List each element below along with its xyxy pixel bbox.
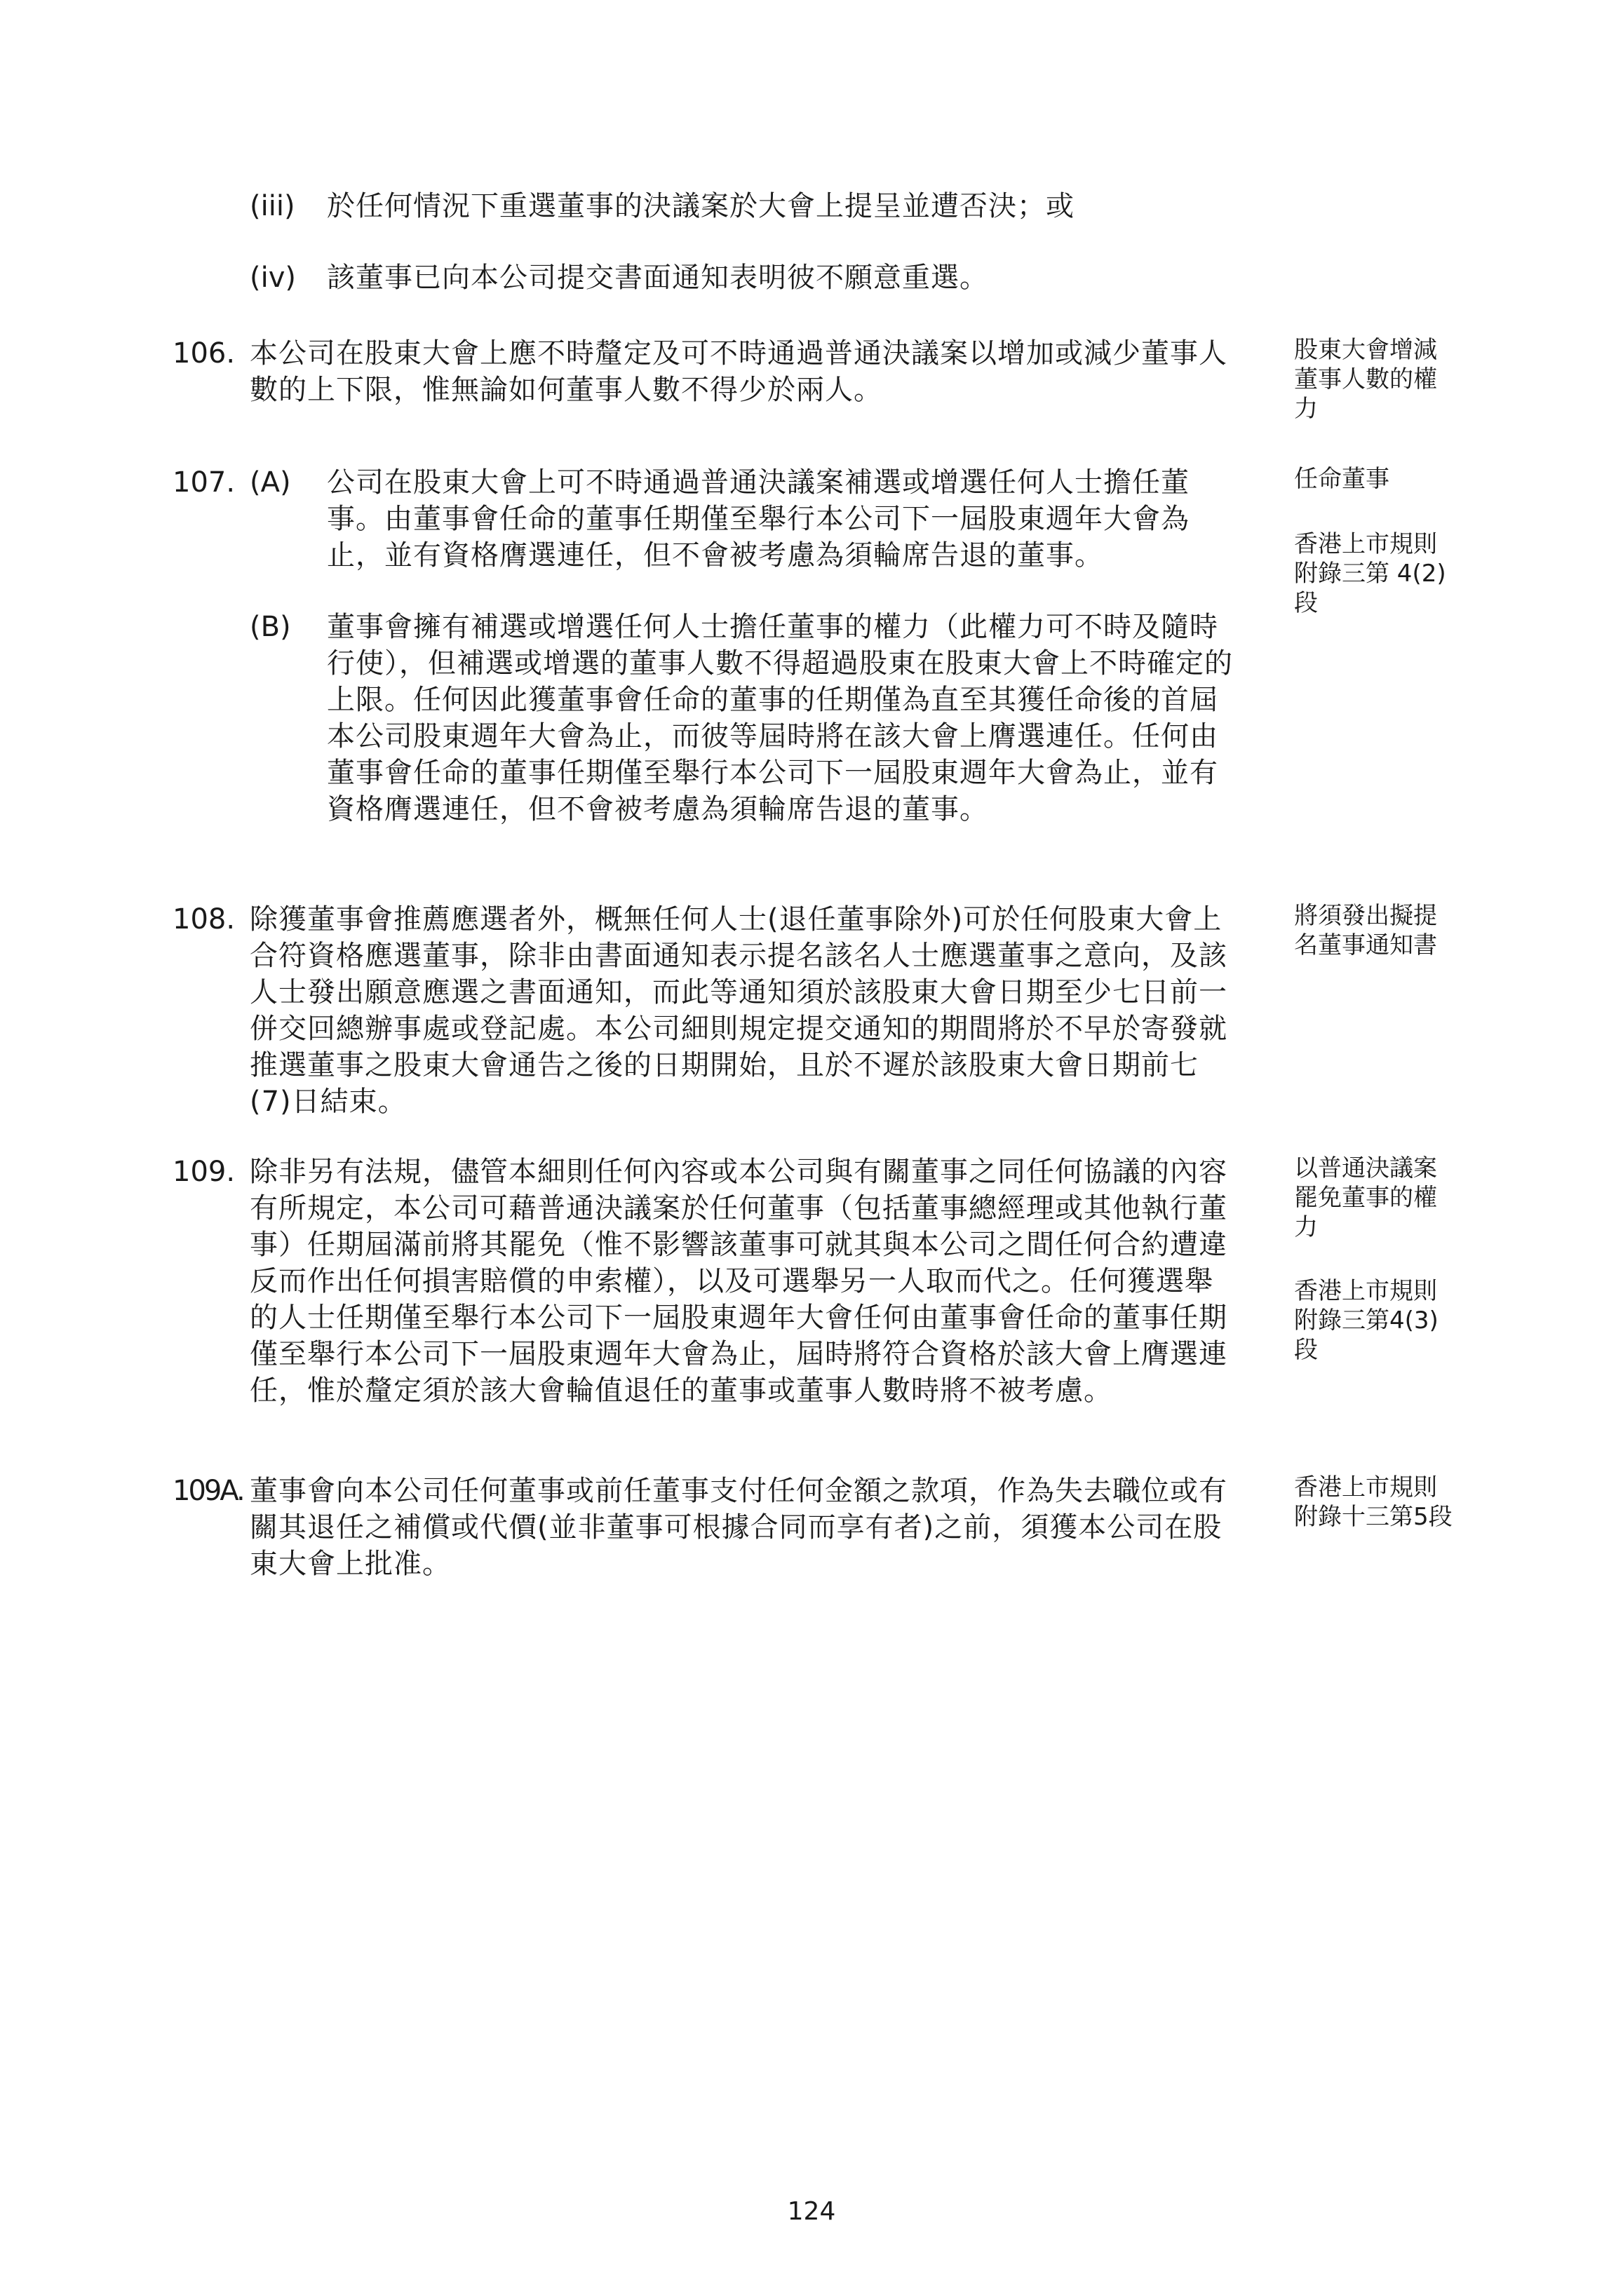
margin-note-reference: 香港上市規則附錄三第4(3)段 [1294, 1277, 1439, 1364]
article-text: 公司在股東大會上可不時通過普通決議案補選或增選任何人士擔任董事。由董事會任命的董事任期僅至舉行本公司下一屆股東週年大會為止，並有資格膺選連任，但不會被考慮為須輪席告退的董事。 [327, 466, 1190, 572]
article-number: 109. [173, 1156, 236, 1188]
article-text: 董事會擁有補選或增選任何人士擔任董事的權力（此權力可不時及隨時行使），但補選或增選的董事人數不得超過股東在股東大會上不時確定的上限。任何因此獲董事會任命的董事的任期僅為直至其獲任命後的首屆本公司股東週年大會為止，而彼等屆時將在該大會上膺選連任。任何由董事會任命的董事任期僅至舉行本公司下一屆股東週年大會為止，並有資格膺選連任，但不會被考慮為須輪席告退的董事。 [327, 611, 1233, 825]
article-number: 106. [173, 337, 236, 370]
margin-note: 以普通決議案罷免董事的權力 [1294, 1154, 1437, 1241]
item-label: (iii) [250, 190, 295, 222]
margin-note-reference: 香港上市規則附錄十三第5段 [1294, 1473, 1453, 1531]
article-text: 除非另有法規，儘管本細則任何內容或本公司與有關董事之同任何協議的內容有所規定，本公司可藉普通決議案於任何董事（包括董事總經理或其他執行董事）任期屆滿前將其罷免（惟不影響該董事可就其與本公司之間任何合約遭違反而作出任何損害賠償的申索權），以及可選舉另一人取而代之。任何獲選舉的人士任期僅至舉行本公司下一屆股東週年大會任何由董事會任命的董事任期僅至舉行本公司下一屆股東週年大會為止，屆時將符合資格於該大會上膺選連任，惟於釐定須於該大會輪值退任的董事或董事人數時將不被考慮。 [250, 1156, 1227, 1407]
article-number: 107. [173, 466, 236, 499]
margin-note: 任命董事 [1294, 465, 1389, 493]
item-text: 該董事已向本公司提交書面通知表明彼不願意重選。 [327, 262, 988, 294]
sub-item-label: (A) [250, 466, 291, 499]
article-number: 109A. [173, 1475, 243, 1507]
article-text: 本公司在股東大會上應不時釐定及可不時通過普通決議案以增加或減少董事人數的上下限，惟無論如何董事人數不得少於兩人。 [250, 337, 1227, 406]
margin-note: 將須發出擬提名董事通知書 [1294, 902, 1437, 959]
sub-item-label: (B) [250, 611, 291, 643]
article-number: 108. [173, 903, 236, 936]
page-number: 124 [787, 2197, 836, 2226]
item-text: 於任何情況下重選董事的決議案於大會上提呈並遭否決；或 [327, 190, 1075, 222]
article-text: 董事會向本公司任何董事或前任董事支付任何金額之款項，作為失去職位或有關其退任之補償或代價(並非董事可根據合同而享有者)之前，須獲本公司在股東大會上批准。 [250, 1475, 1227, 1580]
article-text: 除獲董事會推薦應選者外，概無任何人士(退任董事除外)可於任何股東大會上合符資格應選董事，除非由書面通知表示提名該名人士應選董事之意向，及該人士發出願意應選之書面通知，而此等通知須於該股東大會日期至少七日前一併交回總辦事處或登記處。本公司細則規定提交通知的期間將於不早於寄發就推選董事之股東大會通告之後的日期開始，且於不遲於該股東大會日期前七(7)日結束。 [250, 903, 1227, 1118]
item-label: (iv) [250, 262, 296, 294]
margin-note-reference: 香港上市規則附錄三第 4(2)段 [1294, 530, 1446, 617]
margin-note: 股東大會增減董事人數的權力 [1294, 336, 1437, 423]
